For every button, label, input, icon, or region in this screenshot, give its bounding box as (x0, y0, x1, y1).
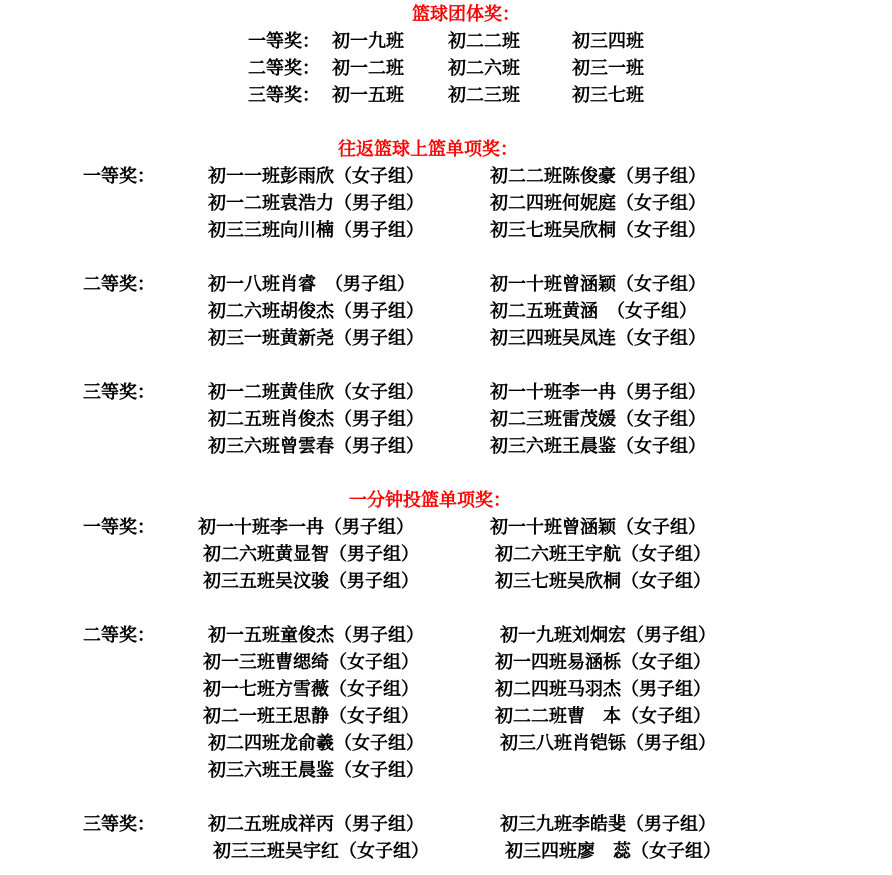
award-entry: 初二五班黄涵 （女子组） (490, 301, 697, 322)
award-entry: 初二五班成祥丙（男子组） (208, 814, 424, 835)
shoot-prize-2: 二等奖： (83, 625, 155, 646)
layup-prize-2: 二等奖： (83, 274, 155, 295)
award-entry: 初三八班肖铠铄（男子组） (500, 733, 716, 754)
award-entry: 初一四班易涵栎（女子组） (495, 652, 711, 673)
team-prize-2: 二等奖： (248, 58, 320, 79)
team-cell: 初三四班 (572, 31, 644, 52)
award-entry: 初三四班吴凤连（女子组） (490, 328, 706, 349)
award-entry: 初三三班向川楠（男子组） (208, 220, 424, 241)
team-cell: 初一五班 (332, 85, 404, 106)
award-entry: 初二六班黄显智（男子组） (203, 544, 419, 565)
award-entry: 初二一班王思静（女子组） (203, 706, 419, 727)
award-entry: 初三三班吴宇红（女子组） (213, 841, 429, 862)
award-entry: 初一十班李一冉（男子组） (490, 382, 706, 403)
award-entry: 初一八班肖睿 （男子组） (208, 274, 415, 295)
layup-prize-1: 一等奖： (83, 166, 155, 187)
layup-award-title: 往返篮球上篮单项奖： (338, 139, 518, 160)
team-cell: 初二二班 (448, 31, 520, 52)
layup-prize-3: 三等奖： (83, 382, 155, 403)
award-entry: 初一十班曾涵颖（女子组） (490, 274, 706, 295)
shoot-prize-1: 一等奖： (83, 517, 155, 538)
award-entry: 初二四班龙俞羲（女子组） (208, 733, 424, 754)
award-entry: 初一七班方雪薇（女子组） (203, 679, 419, 700)
team-prize-1: 一等奖： (248, 31, 320, 52)
team-cell: 初二六班 (448, 58, 520, 79)
team-cell: 初三一班 (572, 58, 644, 79)
award-entry: 初一九班刘炯宏（男子组） (500, 625, 716, 646)
award-entry: 初一一班彭雨欣（女子组） (208, 166, 424, 187)
shoot-award-title: 一分钟投篮单项奖： (349, 490, 511, 511)
award-entry: 初二四班马羽杰（男子组） (495, 679, 711, 700)
award-entry: 初二二班陈俊豪（男子组） (490, 166, 706, 187)
award-entry: 初三七班吴欣桐（女子组） (495, 571, 711, 592)
award-entry: 初三五班吴汶骏（男子组） (203, 571, 419, 592)
team-cell: 初一二班 (332, 58, 404, 79)
award-entry: 初一二班黄佳欣（女子组） (208, 382, 424, 403)
shoot-prize-3: 三等奖： (83, 814, 155, 835)
award-entry: 初三四班廖 蕊（女子组） (505, 841, 721, 862)
award-entry: 初二六班王宇航（女子组） (495, 544, 711, 565)
team-prize-3: 三等奖： (248, 85, 320, 106)
team-cell: 初三七班 (572, 85, 644, 106)
award-entry: 初二二班曹 本（女子组） (495, 706, 711, 727)
award-entry: 初三六班王晨鉴（女子组） (490, 436, 706, 457)
award-entry: 初一三班曹缌绮（女子组） (203, 652, 419, 673)
award-entry: 初二五班肖俊杰（男子组） (208, 409, 424, 430)
award-entry: 初一十班李一冉（男子组） (198, 517, 414, 538)
award-entry: 初三六班曾雲春（男子组） (208, 436, 424, 457)
award-entry: 初二四班何妮庭（女子组） (490, 193, 706, 214)
team-cell: 初一九班 (332, 31, 404, 52)
award-entry: 初三一班黄新尧（男子组） (208, 328, 424, 349)
award-entry: 初二三班雷茂媛（女子组） (490, 409, 706, 430)
award-entry: 初三六班王晨鉴（女子组） (208, 760, 424, 781)
award-entry: 初一十班曾涵颖（女子组） (490, 517, 706, 538)
award-entry: 初三九班李皓斐（男子组） (500, 814, 716, 835)
award-entry: 初二六班胡俊杰（男子组） (208, 301, 424, 322)
award-entry: 初三七班吴欣桐（女子组） (490, 220, 706, 241)
team-award-title: 篮球团体奖： (412, 4, 520, 25)
team-cell: 初二三班 (448, 85, 520, 106)
award-entry: 初一五班童俊杰（男子组） (208, 625, 424, 646)
award-entry: 初一二班袁浩力（男子组） (208, 193, 424, 214)
